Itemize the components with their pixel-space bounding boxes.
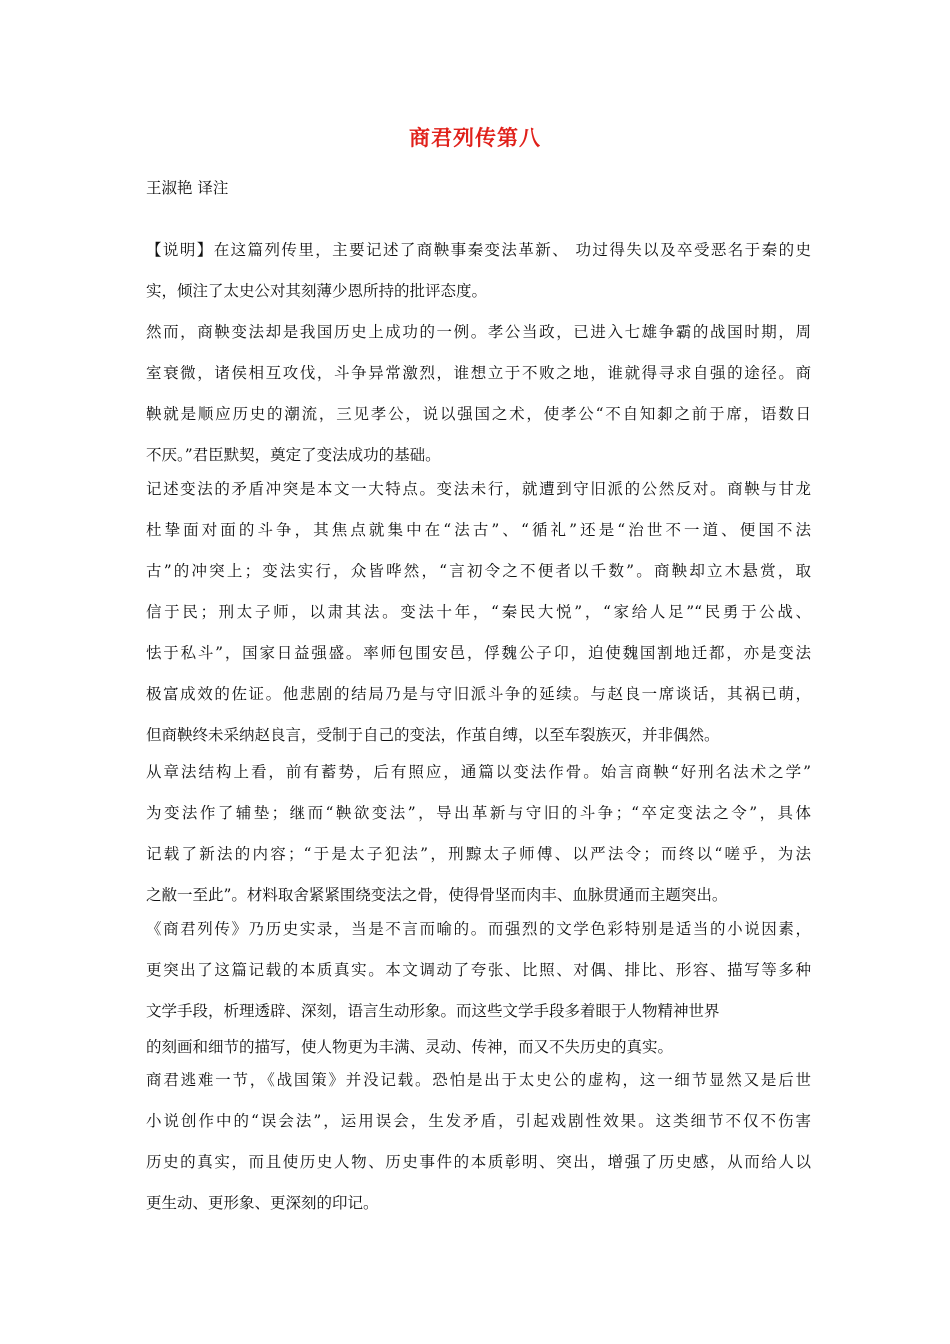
paragraph-line: 信于民；刑太子师，以肃其法。变法十年，“秦民大悦”，“家给人足”“民勇于公战、 [146, 603, 811, 621]
paragraph-line: 商君逃难一节，《战国策》并没记载。恐怕是出于太史公的虚构，这一细节显然又是后世 [146, 1071, 811, 1089]
paragraph-line: 小说创作中的“误会法”，运用误会，生发矛盾，引起戏剧性效果。这类细节不仅不伤害 [146, 1112, 811, 1130]
paragraph-line: 从章法结构上看，前有蓄势，后有照应，通篇以变法作骨。始言商鞅“好刑名法术之学” [146, 763, 811, 781]
paragraph-line: 为变法作了辅垫；继而“鞅欲变法”，导出革新与守旧的斗争；“卒定变法之令”，具体 [146, 804, 811, 822]
page-title: 商君列传第八 [409, 125, 541, 150]
paragraph-line: 《商君列传》乃历史实录，当是不言而喻的。而强烈的文学色彩特别是适当的小说因素， [146, 920, 811, 938]
paragraph-line: 杜挚面对面的斗争，其焦点就集中在“法古”、“循礼”还是“治世不一道、便国不法 [146, 521, 811, 539]
paragraph-line: 鞅就是顺应历史的潮流，三见孝公，说以强国之术，使孝公“不自知厀之前于席，语数日 [146, 405, 811, 423]
paragraph-line: 实，倾注了太史公对其刻薄少恩所持的批评态度。 [146, 282, 488, 300]
paragraph-line: 更突出了这篇记载的本质真实。本文调动了夸张、比照、对偶、排比、形容、描写等多种 [146, 961, 811, 979]
paragraph-line: 不厌。”君臣默契，奠定了变法成功的基础。 [146, 446, 441, 464]
paragraph-line: 室衰微，诸侯相互攻伐，斗争异常激烈，谁想立于不败之地，谁就得寻求自强的途径。商 [146, 364, 811, 382]
paragraph-line: 的刻画和细节的描写，使人物更为丰满、灵动、传神，而又不失历史的真实。 [146, 1038, 674, 1056]
paragraph-line: 古”的冲突上；变法实行，众皆哗然，“言初令之不便者以千数”。商鞅却立木悬赏，取 [146, 562, 811, 580]
paragraph-line: 更生动、更形象、更深刻的印记。 [146, 1194, 379, 1212]
paragraph-line: 怯于私斗”，国家日益强盛。率师包围安邑，俘魏公子卬，迫使魏国割地迁都，亦是变法 [146, 644, 811, 662]
paragraph-line: 然而，商鞅变法却是我国历史上成功的一例。孝公当政，已进入七雄争霸的战国时期，周 [146, 323, 811, 341]
paragraph-line: 【说明】在这篇列传里，主要记述了商鞅事秦变法革新、 功过得失以及卒受恶名于秦的史 [146, 241, 811, 259]
paragraph-line: 但商鞅终未采纳赵良言，受制于自己的变法，作茧自缚，以至车裂族灭，并非偶然。 [146, 726, 720, 744]
paragraph-line: 记载了新法的内容；“于是太子犯法”，刑黥太子师傅、以严法令；而终以“嗟乎，为法 [146, 845, 811, 863]
paragraph-line: 极富成效的佐证。他悲剧的结局乃是与守旧派斗争的延续。与赵良一席谈话，其祸已萌， [146, 685, 811, 703]
author-line: 王淑艳 译注 [146, 179, 229, 197]
paragraph-line: 文学手段，析理透辟、深刻，语言生动形象。而这些文学手段多着眼于人物精神世界 [146, 1002, 720, 1020]
paragraph-line: 历史的真实，而且使历史人物、历史事件的本质彰明、突出，增强了历史感，从而给人以 [146, 1153, 811, 1171]
paragraph-line: 记述变法的矛盾冲突是本文一大特点。变法未行，就遭到守旧派的公然反对。商鞅与甘龙 [146, 480, 811, 498]
paragraph-line: 之敝一至此”。材料取舍紧紧围绕变法之骨，使得骨坚而肉丰、血脉贯通而主题突出。 [146, 886, 728, 904]
